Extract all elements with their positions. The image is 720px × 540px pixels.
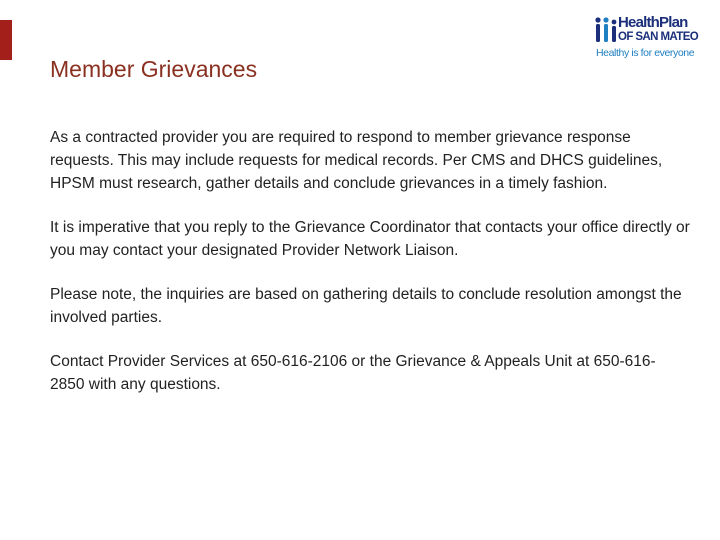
paragraph-note: Please note, the inquiries are based on gathering details to conclude resolution amongst the involved parties.: [50, 286, 682, 326]
logo-tagline: Healthy is for everyone: [596, 47, 695, 59]
paragraph-contact: Contact Provider Services at 650-616-2106 or the Grievance & Appeals Unit at 650-616-2850 with any questions.: [50, 353, 656, 393]
paragraph-requirements: As a contracted provider you are required to respond to member grievance response requests. This may include requests for medical records. Per CMS and DHCS guidelines, HPSM must research, gather details and conclude grievances in a timely fashion.: [50, 129, 663, 192]
body-text: [50, 126, 690, 417]
logo-subname: OF SAN MATEO: [618, 31, 699, 43]
page-title: Member Grievances: [50, 56, 258, 82]
people-figures-icon: [594, 16, 620, 46]
paragraph-reply: It is imperative that you reply to the Grievance Coordinator that contacts your office directly or you may contact your designated Provider Network Liaison.: [50, 219, 690, 259]
logo-name: HealthPlan: [618, 14, 688, 31]
health-plan-logo: [594, 14, 712, 62]
accent-bar: [0, 20, 12, 60]
